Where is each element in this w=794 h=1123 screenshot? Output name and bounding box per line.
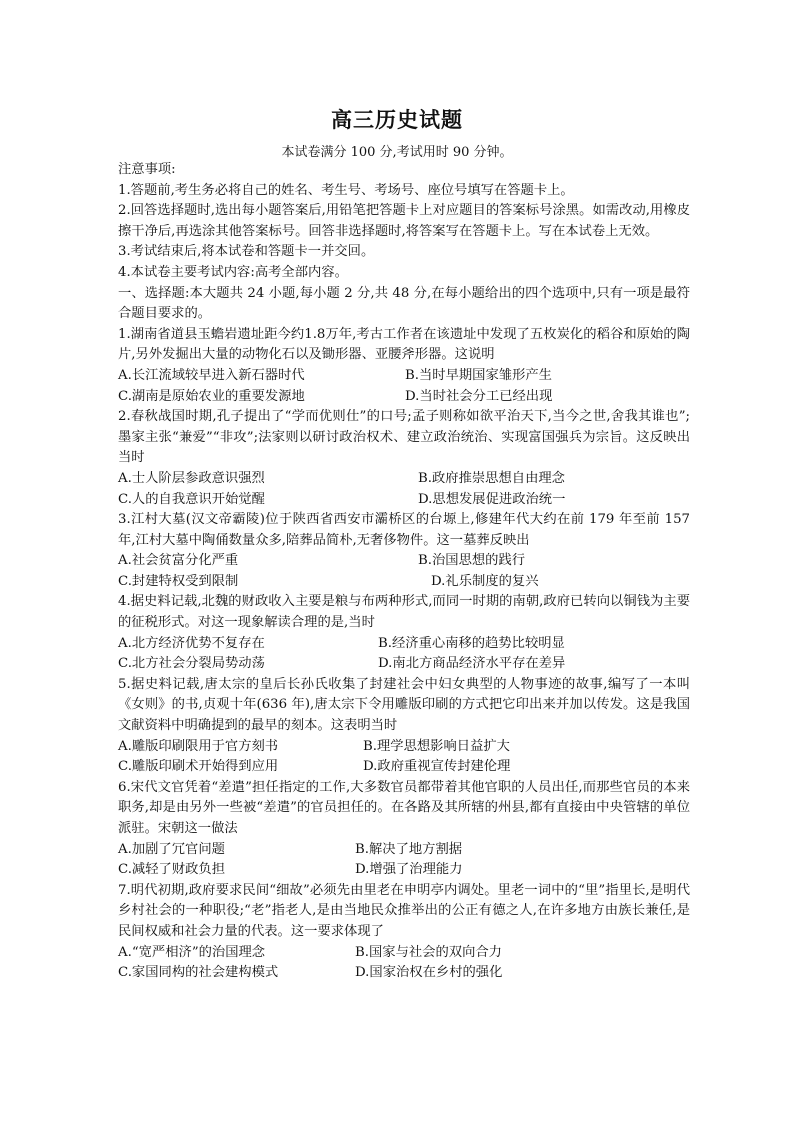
option-a: A.加剧了冗官问题 xyxy=(118,841,225,857)
option-a: A.北方经济优势不复存在 xyxy=(118,635,265,651)
option-d: D.南北方商品经济水平存在差异 xyxy=(378,656,566,672)
question-stem: 4.据史料记载,北魏的财政收入主要是粮与布两种形式,而同一时期的南朝,政府已转向以铜钱为主要的征税形式。对这一现象解读合理的是,当时 xyxy=(118,594,690,631)
option-c: C.人的自我意识开始觉醒 xyxy=(118,491,265,507)
page-title: 高三历史试题 xyxy=(331,107,463,132)
option-row xyxy=(118,634,690,655)
option-row xyxy=(118,963,690,984)
option-a: A.社会贫富分化严重 xyxy=(118,553,239,569)
option-b: B.当时早期国家雏形产生 xyxy=(405,367,552,383)
option-b: B.理学思想影响日益扩大 xyxy=(363,738,510,754)
option-d: D.国家治权在乡村的强化 xyxy=(355,965,503,981)
option-d: D.当时社会分工已经出现 xyxy=(405,388,553,404)
notes-heading: 注意事项: xyxy=(118,162,176,177)
note-item: 3.考试结束后,将本试卷和答题卡一并交回。 xyxy=(118,244,375,260)
question-stem: 1.湖南省道县玉蟾岩遗址距今约1.8万年,考古工作者在该遗址中发现了五枚炭化的稻谷和原始的陶片,另外发掘出大量的动物化石以及锄形器、亚腰斧形器。这说明 xyxy=(118,326,690,363)
option-a: A.长江流域较早进入新石器时代 xyxy=(118,367,305,383)
option-row xyxy=(118,860,690,881)
option-row xyxy=(118,490,690,511)
option-d: D.政府重视宣传封建伦理 xyxy=(363,759,511,775)
option-row xyxy=(118,840,690,861)
option-a: A.雕版印刷限用于官方刻书 xyxy=(118,738,279,754)
option-a: A.“宽严相济”的治国理念 xyxy=(118,944,266,960)
question-stem: 7.明代初期,政府要求民间“细故”必须先由里老在申明亭内调处。里老一词中的“里”指里长,是明代乡村社会的一种职役;“老”指老人,是由当地民众推举出的公正有德之人,在许多地方由族长兼任,是民间权威和社会力量的代表。这一要求体现了 xyxy=(118,882,690,939)
option-c: C.减轻了财政负担 xyxy=(118,862,226,878)
option-row xyxy=(118,551,690,572)
option-d: D.增强了治理能力 xyxy=(355,862,463,878)
option-c: C.封建特权受到限制 xyxy=(118,573,239,589)
option-b: B.治国思想的践行 xyxy=(418,553,526,569)
question-stem: 5.据史料记载,唐太宗的皇后长孙氏收集了封建社会中妇女典型的人物事迹的故事,编写了一本叫《女则》的书,贞观十年(636 年),唐太宗下令用雕版印刷的方式把它印出来并加以传发。这是我国文献资料中明确提到的最早的刻本。这表明当时 xyxy=(118,676,690,734)
option-row xyxy=(118,943,690,964)
option-row xyxy=(118,469,690,490)
exam-content xyxy=(118,160,690,984)
option-row xyxy=(118,737,690,758)
note-item: 4.本试卷主要考试内容:高考全部内容。 xyxy=(118,264,348,280)
option-c: C.北方社会分裂局势动荡 xyxy=(118,656,265,672)
option-row xyxy=(118,366,690,387)
question-stem: 2.春秋战国时期,孔子提出了“学而优则仕”的口号;孟子则称如欲平治天下,当今之世,舍我其谁也”;墨家主张“兼爱”“非攻”;法家则以研讨政治权术、建立政治统治、实现富国强兵为宗旨。这反映出当时 xyxy=(118,409,690,466)
option-b: B.解决了地方割据 xyxy=(355,841,463,857)
option-d: D.思想发展促进政治统一 xyxy=(418,491,566,507)
option-row xyxy=(118,572,690,593)
option-c: C.雕版印刷术开始得到应用 xyxy=(118,759,279,775)
option-b: B.政府推崇思想自由理念 xyxy=(418,470,565,486)
question-stem: 3.江村大墓(汉文帝霸陵)位于陕西省西安市灞桥区的台塬上,修建年代大约在前 179 年至前 157 年,江村大墓中陶俑数量众多,陪葬品简朴,无奢侈物件。这一墓葬反映出 xyxy=(118,512,690,548)
option-row xyxy=(118,387,690,408)
option-d: D.礼乐制度的复兴 xyxy=(431,573,539,589)
exam-info: 本试卷满分 100 分,考试用时 90 分钟。 xyxy=(281,145,513,160)
option-b: B.国家与社会的双向合力 xyxy=(355,944,502,960)
option-row xyxy=(118,654,690,675)
section-heading: 一、选择题:本大题共 24 小题,每小题 2 分,共 48 分,在每小题给出的四个选项中,只有一项是最符合题目要求的。 xyxy=(118,285,690,322)
option-a: A.士人阶层参政意识强烈 xyxy=(118,470,265,486)
option-c: C.家国同构的社会建构模式 xyxy=(118,965,279,981)
option-c: C.湖南是原始农业的重要发源地 xyxy=(118,388,305,404)
option-row xyxy=(118,757,690,778)
option-b: B.经济重心南移的趋势比较明显 xyxy=(378,635,565,651)
question-stem: 6.宋代文官凭着“差遣”担任指定的工作,大多数官员都带着其他官职的人员出任,而那些官员的本来职务,却是由另外一些被“差遣”的官员担任的。在各路及其所辖的州县,都有直接由中央管辖的单位派驻。宋朝这一做法 xyxy=(118,779,690,836)
note-item: 2.回答选择题时,选出每小题答案后,用铅笔把答题卡上对应题目的答案标号涂黑。如需改动,用橡皮擦干净后,再选涂其他答案标号。回答非选择题时,将答案写在答题卡上。写在本试卷上无效。 xyxy=(118,203,690,239)
note-item: 1.答题前,考生务必将自己的姓名、考生号、考场号、座位号填写在答题卡上。 xyxy=(118,182,574,198)
